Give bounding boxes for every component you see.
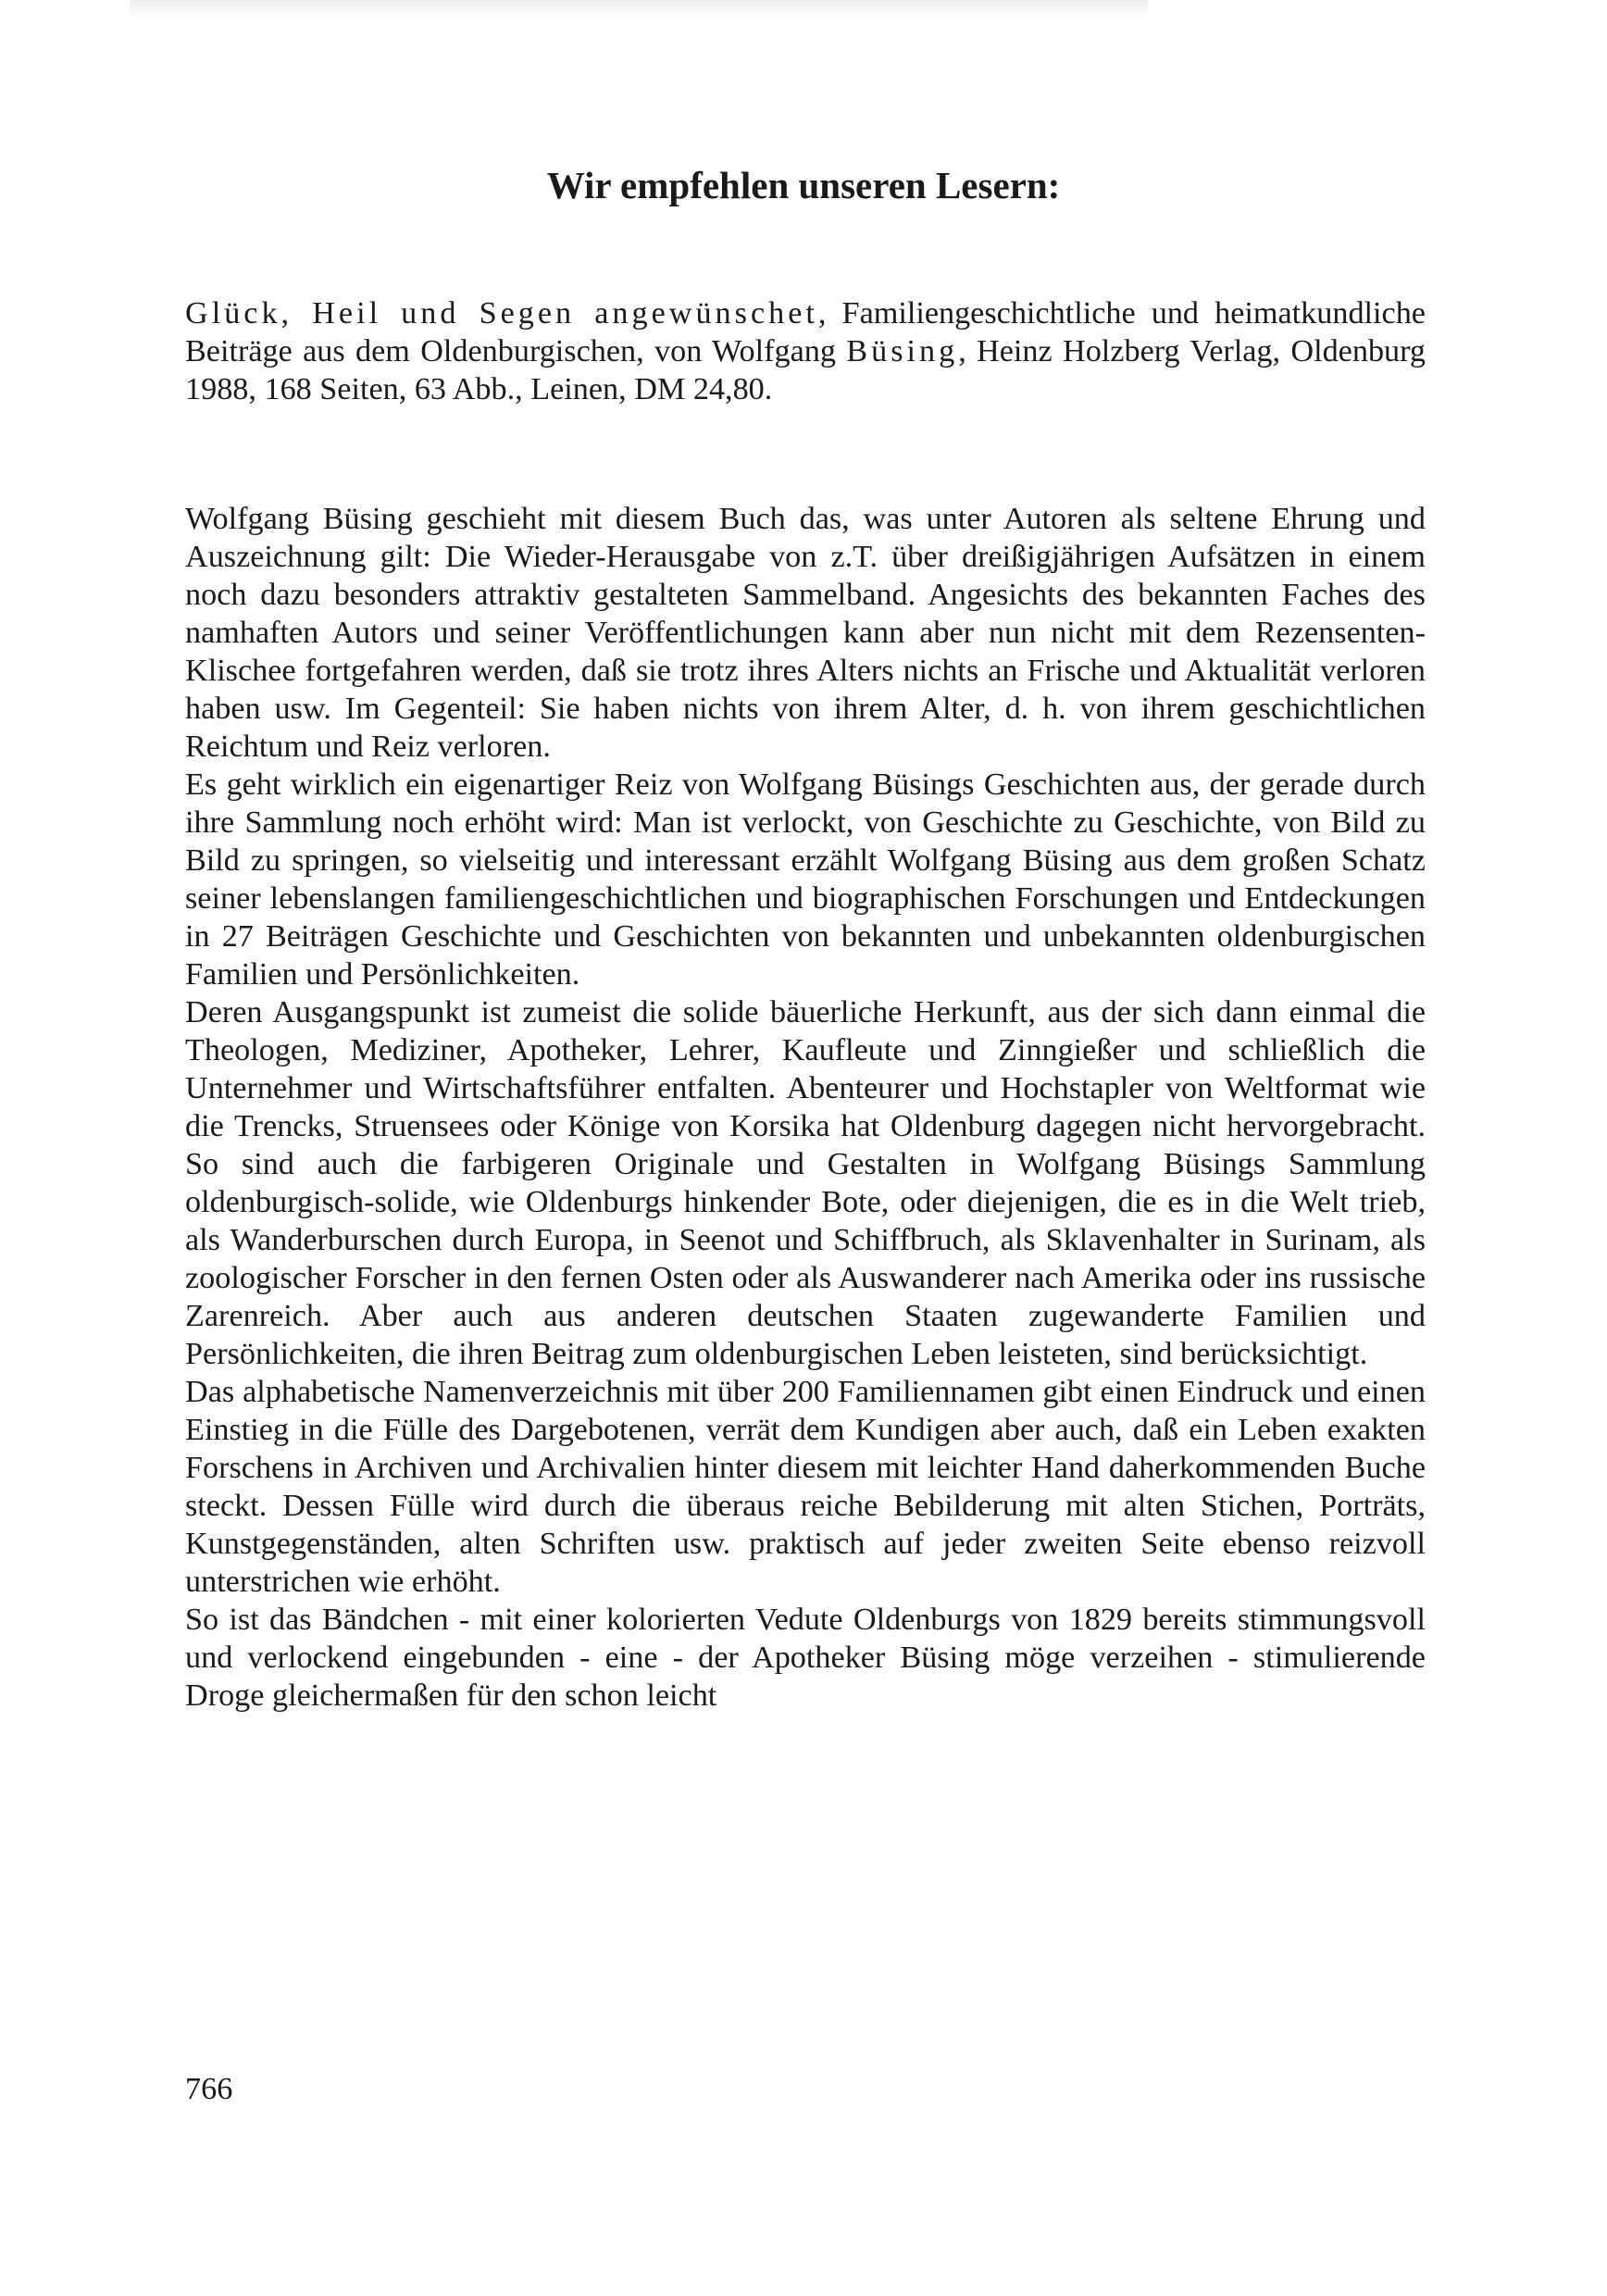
citation-subtitle: , Familiengeschichtliche und heimatkundliche Beiträge aus dem Oldenburgischen, von Wolfgang	[185, 296, 1426, 368]
book-citation	[185, 294, 1426, 408]
review-paragraph: Deren Ausgangspunkt ist zumeist die solide bäuerliche Herkunft, aus der sich dann einmal die Theologen, Mediziner, Apotheker, Lehrer, Kaufleute und Zinngießer und schließlich die Unternehmer und Wirtschaftsführer entfalten. Abenteurer und Hochstapler von Weltformat wie die Trencks, Struensees oder Könige von Korsika hat Oldenburg dagegen nicht hervorgebracht. So sind auch die farbigeren Originale und Gestalten in Wolfgang Büsings Sammlung oldenburgisch-solide, wie Oldenburgs hinkender Bote, oder diejenigen, die es in die Welt trieb, als Wanderburschen durch Europa, in Seenot und Schiffbruch, als Sklavenhalter in Surinam, als zoologischer Forscher in den fernen Osten oder als Auswanderer nach Amerika oder ins russische Zarenreich. Aber auch aus anderen deutschen Staaten zugewanderte Familien und Persönlichkeiten, die ihren Beitrag zum oldenburgischen Leben leisteten, sind berücksichtigt.	[185, 995, 1426, 1371]
review-paragraph: Wolfgang Büsing geschieht mit diesem Buch das, was unter Autoren als seltene Ehrung und Auszeichnung gilt: Die Wieder-Herausgabe von z.T. über dreißigjährigen Aufsätzen in einem noch dazu besonders attraktiv gestalteten Sammelband. Angesichts des bekannten Faches des namhaften Autors und seiner Veröffentlichungen kann aber nun nicht mit dem Rezensenten-Klischee fortgefahren werden, daß sie trotz ihres Alters nichts an Frische und Aktualität verloren haben usw. Im Gegenteil: Sie haben nichts von ihrem Alter, d. h. von ihrem geschichtlichen Reichtum und Reiz verloren.	[185, 502, 1426, 764]
page-heading: Wir empfehlen unseren Lesern:	[546, 164, 1061, 206]
scan-shadow	[130, 0, 1148, 20]
review-paragraph: So ist das Bändchen - mit einer kolorierten Vedute Oldenburgs von 1829 bereits stimmungsvoll und verlockend eingebunden - eine - der Apotheker Büsing möge verzeihen - stimulierende Droge gleichermaßen für den schon leicht	[185, 1603, 1426, 1713]
book-title: Glück, Heil und Segen angewünschet	[185, 296, 818, 331]
review-paragraph: Das alphabetische Namenverzeichnis mit über 200 Familiennamen gibt einen Eindruck und einen Einstieg in die Fülle des Dargebotenen, verrät dem Kundigen aber auch, daß ein Leben exakten Forschens in Archiven und Archivalien hinter diesem mit leichter Hand daherkommenden Buche steckt. Dessen Fülle wird durch die überaus reiche Bebilderung mit alten Stichen, Porträts, Kunstgegenständen, alten Schriften usw. praktisch auf jeder zweiten Seite ebenso reizvoll unterstrichen wie erhöht.	[185, 1375, 1426, 1599]
page-number: 766	[185, 2072, 233, 2106]
review-paragraph: Es geht wirklich ein eigenartiger Reiz von Wolfgang Büsings Geschichten aus, der gerade durch ihre Sammlung noch erhöht wird: Man ist verlockt, von Geschichte zu Geschichte, von Bild zu Bild zu springen, so vielseitig und interessant erzählt Wolfgang Büsing aus dem großen Schatz seiner lebenslangen familiengeschichtlichen und biographischen Forschungen und Entdeckungen in 27 Beiträgen Geschichte und Geschichten von bekannten und unbekannten oldenburgischen Familien und Persönlichkeiten.	[185, 767, 1426, 992]
review-body	[185, 500, 1426, 1715]
citation-author: Büsing	[846, 334, 959, 368]
citation-details: , Heinz Holzberg Verlag, Oldenburg 1988, 168 Seiten, 63 Abb., Leinen, DM 24,80.	[185, 334, 1426, 406]
